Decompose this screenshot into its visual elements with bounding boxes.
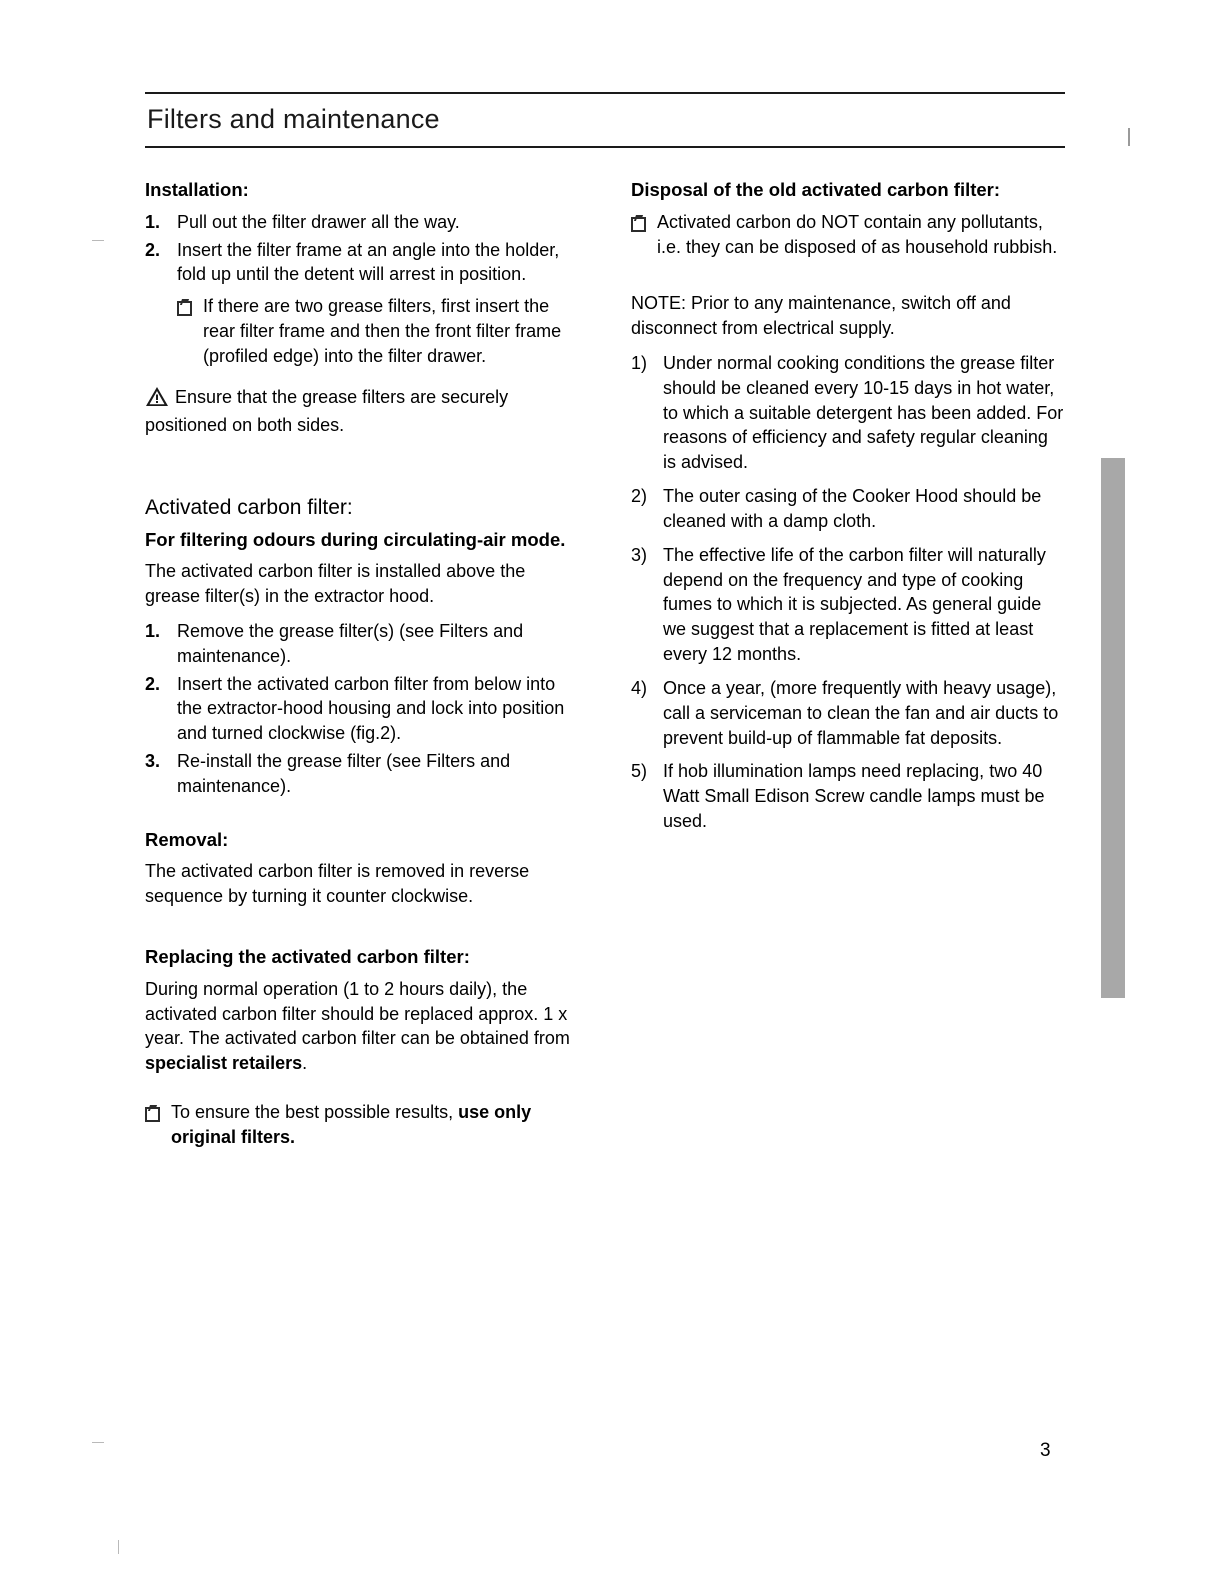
maintenance-item-list [631, 351, 1065, 834]
list-marker: 2. [145, 239, 161, 260]
list-item [145, 672, 579, 746]
square-bullet-icon [631, 210, 657, 260]
page-number: 3 [1040, 1440, 1051, 1461]
page-edge-mark-left [92, 240, 104, 241]
list-text: Insert the filter frame at an angle into the holder, fold up until the detent will arrest in position. [177, 239, 560, 285]
list-item [145, 210, 579, 235]
page-title: Filters and maintenance [147, 104, 440, 134]
replacing-text-bold: specialist retailers [145, 1053, 303, 1074]
list-item [145, 1100, 579, 1150]
replacing-text-part1: During normal operation (1 to 2 hours daily), the activated carbon filter should be replaced approx. 1 x year. The activated carbon filter can be obtained from [145, 978, 570, 1049]
list-item [631, 484, 1065, 534]
list-text: The effective life of the carbon filter will naturally depend on the frequency and type of cooking fumes to which it is subjected. As general guide we suggest that a replacement is fitted at least every 12 months. [663, 544, 1046, 665]
page-content [145, 92, 1065, 1156]
replacing-heading: Replacing the activated carbon filter: [145, 946, 470, 968]
bullet-text-bold: use only original filters. [171, 1102, 532, 1147]
list-text: If hob illumination lamps need replacing, two 40 Watt Small Edison Screw candle lamps must be used. [663, 761, 1045, 832]
list-text: If there are two grease filters, first insert the rear filter frame and then the front filter frame (profiled edge) into the filter drawer. [203, 296, 562, 366]
note-label: NOTE: [631, 293, 687, 314]
activated-carbon-step-list [145, 619, 579, 799]
list-marker: 2. [145, 673, 161, 694]
note-body: Prior to any maintenance, switch off and disconnect from electrical supply. [631, 293, 1011, 339]
removal-text: The activated carbon filter is removed in reverse sequence by turning it counter clockwise. [145, 861, 530, 907]
list-text: Re-install the grease filter (see Filters and maintenance). [177, 751, 511, 796]
list-text [171, 1100, 579, 1150]
list-item [145, 238, 579, 288]
list-text: The outer casing of the Cooker Hood should be cleaned with a damp cloth. [663, 486, 1042, 531]
list-marker: 1. [145, 620, 161, 641]
list-item [145, 749, 579, 799]
list-text: Remove the grease filter(s) (see Filters and maintenance). [177, 620, 524, 666]
warning-text: Ensure that the grease filters are securely positioned on both sides. [145, 386, 509, 436]
installation-step-list [145, 210, 579, 287]
disposal-heading: Disposal of the old activated carbon filter: [631, 179, 1001, 200]
list-text: Pull out the filter drawer all the way. [177, 211, 460, 232]
list-marker: 2) [631, 486, 648, 507]
list-marker: 4) [631, 677, 648, 698]
list-item [631, 351, 1065, 475]
activated-carbon-subtitle: For filtering odours during circulating-air mode. [145, 528, 566, 550]
list-marker: 3. [145, 751, 161, 772]
list-text: Under normal cooking conditions the grease filter should be cleaned every 10-15 days in hot water, to which a suitable detergent has been added. For reasons of efficiency and safety regular cleaning is advised. [663, 352, 1064, 473]
warning-triangle-icon [145, 386, 169, 414]
warning-block [145, 385, 579, 439]
header-rule-bottom [145, 146, 1065, 148]
installation-heading: Installation: [145, 179, 249, 200]
removal-heading: Removal: [145, 828, 229, 850]
page-edge-mark-bottom [118, 1540, 119, 1554]
list-marker: 1. [145, 211, 161, 232]
note-text [631, 291, 1065, 341]
list-item [177, 294, 579, 368]
list-text: Activated carbon do NOT contain any pollutants, i.e. they can be disposed of as household rubbish. [657, 211, 1058, 257]
bullet-text-part1: To ensure the best possible results, [171, 1102, 459, 1123]
scan-artifact-tick [1128, 128, 1130, 146]
installation-sub-bullet-wrap [177, 294, 579, 368]
page-edge-mark-left-lower [92, 1442, 104, 1443]
two-column-body [145, 178, 1065, 1156]
scrollbar-artifact [1101, 458, 1125, 998]
list-text: Once a year, (more frequently with heavy usage), call a serviceman to clean the fan and air ducts to prevent build-up of flammable fat deposits. [663, 677, 1059, 748]
activated-carbon-intro: The activated carbon filter is installed above the grease filter(s) in the extractor hood. [145, 561, 526, 607]
list-item [145, 619, 579, 669]
square-bullet-icon [145, 1100, 171, 1150]
list-marker: 3) [631, 544, 648, 565]
list-marker: 5) [631, 761, 648, 782]
list-item [631, 210, 1065, 260]
replacing-text [145, 977, 579, 1076]
right-column [631, 178, 1065, 1156]
activated-carbon-heading: Activated carbon filter: [145, 496, 353, 520]
list-marker: 1) [631, 352, 648, 373]
left-column [145, 178, 579, 1156]
maintenance-note [631, 291, 1065, 341]
replacing-text-part2: . [302, 1053, 308, 1074]
list-item [631, 759, 1065, 833]
list-item [631, 543, 1065, 667]
square-bullet-icon [177, 294, 203, 368]
list-item [631, 676, 1065, 750]
list-text: Insert the activated carbon filter from below into the extractor-hood housing and lock into position and turned clockwise (fig.2). [177, 673, 565, 744]
